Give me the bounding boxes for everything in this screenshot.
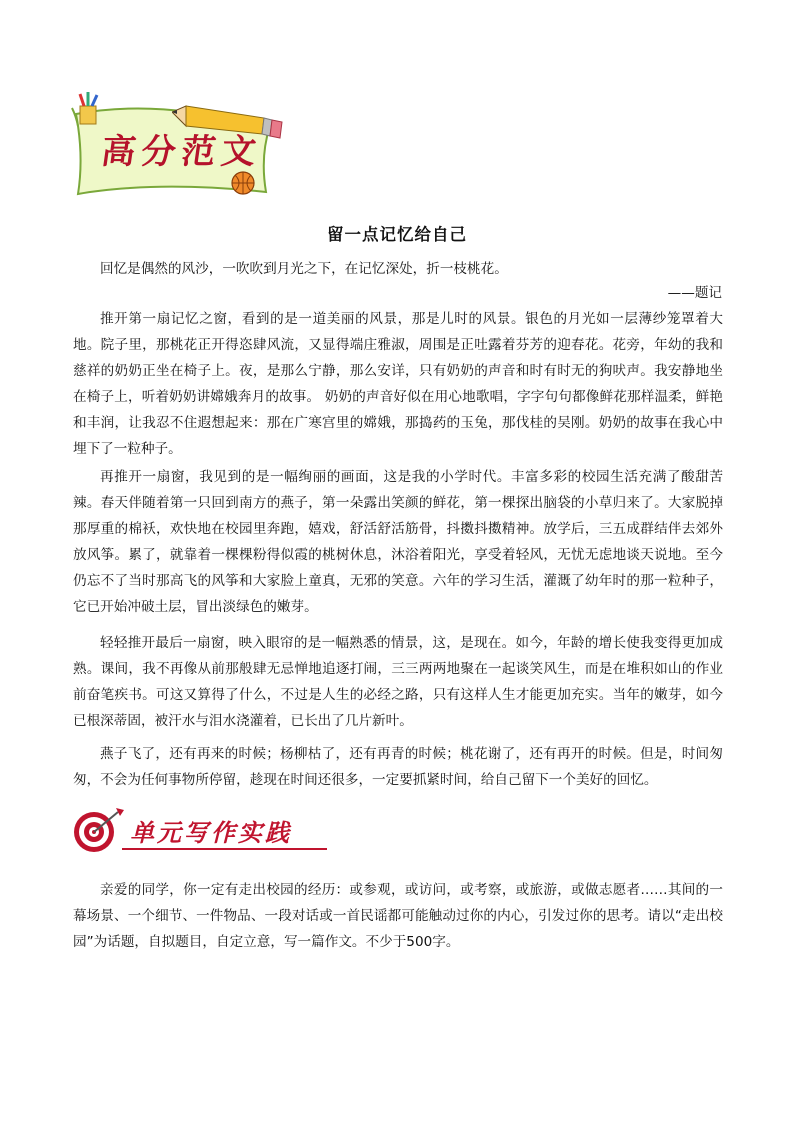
- badge-text: 高分范文: [98, 132, 265, 172]
- basketball-icon: [230, 170, 256, 196]
- epigraph: 回忆是偶然的风沙，一吹吹到月光之下，在记忆深处，折一枝桃花。: [100, 261, 508, 277]
- pencil-cup-icon: [70, 90, 110, 130]
- target-icon: [72, 806, 126, 856]
- essay-paragraph-2: 再推开一扇窗，我见到的是一幅绚丽的画面，这是我的小学时代。丰富多彩的校园生活充满了酸甜苦辣。春天伴随着第一只回到南方的燕子，第一朵露出笑颜的鲜花，第一棵探出脑袋的小草归来了。大家脱掉那厚重的棉袄，欢快地在校园里奔跑，嬉戏，舒活舒活筋骨，抖擞抖擞精神。放学后，三五成群结伴去郊外放风筝。累了，就靠着一棵棵粉得似霞的桃树休息，沐浴着阳光，享受着轻风，无忧无虑地谈天说地。至今仍忘不了当时那高飞的风筝和大家脸上童真，无邪的笑意。六年的学习生活，灌溉了幼年时的那一粒种子，它已开始冲破土层，冒出淡绿色的嫩芽。: [73, 469, 723, 615]
- writing-prompt: 亲爱的同学，你一定有走出校园的经历：或参观，或访问，或考察，或旅游，或做志愿者……其间的一幕场景、一个细节、一件物品、一段对话或一首民谣都可能触动过你的内心，引发过你的思考。请以“走出校园”为话题，自拟题目，自定立意，写一篇作文。不少于500字。: [73, 882, 723, 950]
- essay-title: 留一点记忆给自己: [327, 225, 467, 244]
- writing-practice-header: [72, 806, 328, 856]
- high-score-essay-badge: [70, 96, 285, 198]
- essay-paragraph-4: 燕子飞了，还有再来的时候；杨柳枯了，还有再青的时候；桃花谢了，还有再开的时候。但是，时间匆匆，不会为任何事物所停留，趁现在时间还很多，一定要抓紧时间，给自己留下一个美好的回忆。: [73, 746, 723, 788]
- epigraph-sign: ——题记: [667, 285, 722, 301]
- essay-paragraph-3: 轻轻推开最后一扇窗，映入眼帘的是一幅熟悉的情景，这，是现在。如今，年龄的增长使我变得更加成熟。课间，我不再像从前那般肆无忌惮地追逐打闹，三三两两地聚在一起谈笑风生，而是在堆积如山的作业前奋笔疾书。可这又算得了什么，不过是人生的必经之路，只有这样人生才能更加充实。当年的嫩芽，如今已根深蒂固，被汗水与泪水浇灌着，已长出了几片新叶。: [73, 635, 723, 729]
- essay-paragraph-1: 推开第一扇记忆之窗，看到的是一道美丽的风景，那是儿时的风景。银色的月光如一层薄纱笼罩着大地。院子里，那桃花正开得恣肆风流，又显得端庄雅淑，周围是正吐露着芬芳的迎春花。花旁，年幼的我和慈祥的奶奶正坐在椅子上。夜，是那么宁静，那么安详，只有奶奶的声音和时有时无的狗吠声。我安静地坐在椅子上，听着奶奶讲嫦娥奔月的故事。 奶奶的声音好似在用心地歌唱，字字句句都像鲜花那样温柔，鲜艳和丰润，让我忍不住遐想起来：那在广寒宫里的嫦娥，那捣药的玉兔，那伐桂的吴刚。奶奶的故事在我心中埋下了一粒种子。: [73, 311, 723, 457]
- writing-practice-title: 单元写作实践: [130, 818, 292, 847]
- header-underline: [122, 848, 327, 850]
